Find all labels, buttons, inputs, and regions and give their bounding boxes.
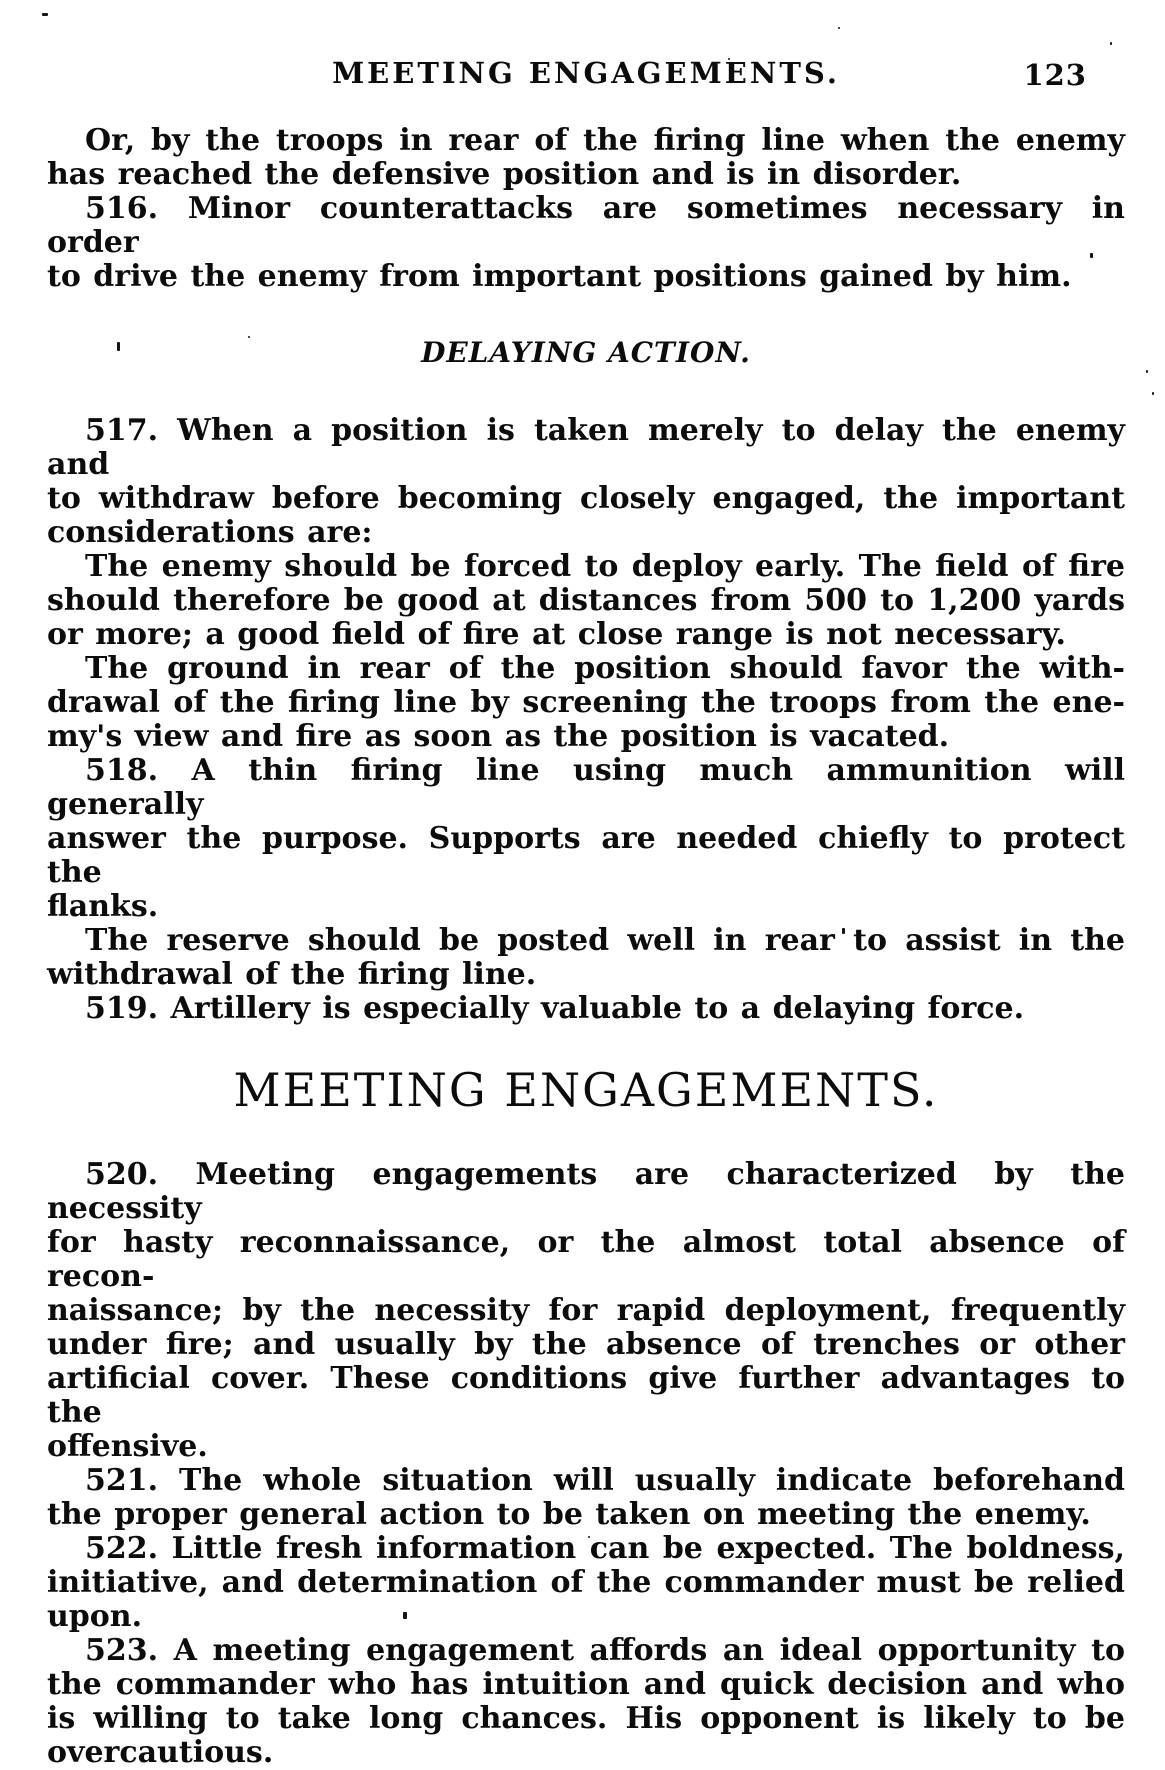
text-line: 523. A meeting engagement affords an ideal opportunity to <box>85 1633 1125 1668</box>
paragraph-522 <box>47 1532 1125 1634</box>
ink-speck <box>1110 42 1112 45</box>
text-line: my's view and fire as soon as the position is vacated. <box>47 719 950 754</box>
paragraph-519 <box>47 992 1125 1026</box>
text-line: or more; a good field of fire at close range is not necessary. <box>47 617 1066 652</box>
text-line: should therefore be good at distances from 500 to 1,200 yards <box>47 583 1125 618</box>
paragraph-517 <box>47 414 1125 550</box>
text-line: 517. When a position is taken merely to delay the enemy and <box>47 413 1125 482</box>
paragraph <box>47 652 1125 754</box>
ink-speck <box>1152 392 1154 395</box>
text-line: has reached the defensive position and is in disorder. <box>47 157 962 192</box>
text-line: initiative, and determination of the commander must be relied <box>47 1565 1125 1600</box>
text-line: 519. Artillery is especially valuable to a delaying force. <box>85 991 1025 1026</box>
paragraph-518 <box>47 754 1125 924</box>
text-line: The ground in rear of the position should favor the with- <box>85 651 1125 686</box>
section-heading-delaying-action: DELAYING ACTION. <box>421 336 751 369</box>
text-line: the proper general action to be taken on meeting the enemy. <box>47 1497 1091 1532</box>
text-line: overcautious. <box>47 1735 274 1770</box>
text-line: is willing to take long chances. His opponent is likely to be <box>47 1701 1125 1736</box>
text-line: The reserve should be posted well in rear to assist in the <box>85 923 1125 958</box>
text-line: answer the purpose. Supports are needed chiefly to protect the <box>47 821 1125 890</box>
ink-speck <box>1146 370 1148 373</box>
page-header <box>47 56 1125 96</box>
text-line: naissance; by the necessity for rapid deployment, frequently <box>47 1293 1125 1328</box>
text-line: under fire; and usually by the absence of trenches or other <box>47 1327 1125 1362</box>
text-line: 518. A thin firing line using much ammunition will generally <box>47 753 1125 822</box>
paragraph-523 <box>47 1634 1125 1770</box>
running-head-title: MEETING ENGAGEMENTS. <box>332 56 840 90</box>
section-heading-meeting-engagements: MEETING ENGAGEMENTS. <box>233 1063 939 1117</box>
paragraph <box>47 924 1125 992</box>
text-line: artificial cover. These conditions give further advantages to the <box>47 1361 1125 1430</box>
paragraph <box>47 124 1125 192</box>
text-line: drawal of the firing line by screening the troops from the ene- <box>47 685 1125 720</box>
text-line: The enemy should be forced to deploy early. The field of fire <box>85 549 1125 584</box>
text-line: the commander who has intuition and quick decision and who <box>47 1667 1125 1702</box>
ink-speck <box>42 13 48 16</box>
paragraph <box>47 550 1125 652</box>
paragraph-520 <box>47 1158 1125 1464</box>
text-line: to drive the enemy from important positions gained by him. <box>47 259 1072 294</box>
text-line: considerations are: <box>47 515 373 550</box>
paragraph-521 <box>47 1464 1125 1532</box>
text-line: 521. The whole situation will usually indicate beforehand <box>85 1463 1125 1498</box>
text-line: offensive. <box>47 1429 208 1464</box>
text-line: Or, by the troops in rear of the firing line when the enemy <box>85 123 1125 158</box>
text-line: 520. Meeting engagements are characterized by the necessity <box>47 1157 1125 1226</box>
ink-speck <box>838 27 840 29</box>
text-line: flanks. <box>47 889 159 924</box>
text-line: to withdraw before becoming closely engaged, the important <box>47 481 1125 516</box>
text-block <box>47 56 1125 1770</box>
paragraph-516 <box>47 192 1125 294</box>
text-line: upon. <box>47 1599 143 1634</box>
text-line: for hasty reconnaissance, or the almost total absence of recon- <box>47 1225 1125 1294</box>
page-number: 123 <box>1023 58 1087 92</box>
text-line: 522. Little fresh information can be expected. The boldness, <box>85 1531 1125 1566</box>
text-line: withdrawal of the firing line. <box>47 957 537 992</box>
text-line: 516. Minor counterattacks are sometimes necessary in order <box>47 191 1125 260</box>
